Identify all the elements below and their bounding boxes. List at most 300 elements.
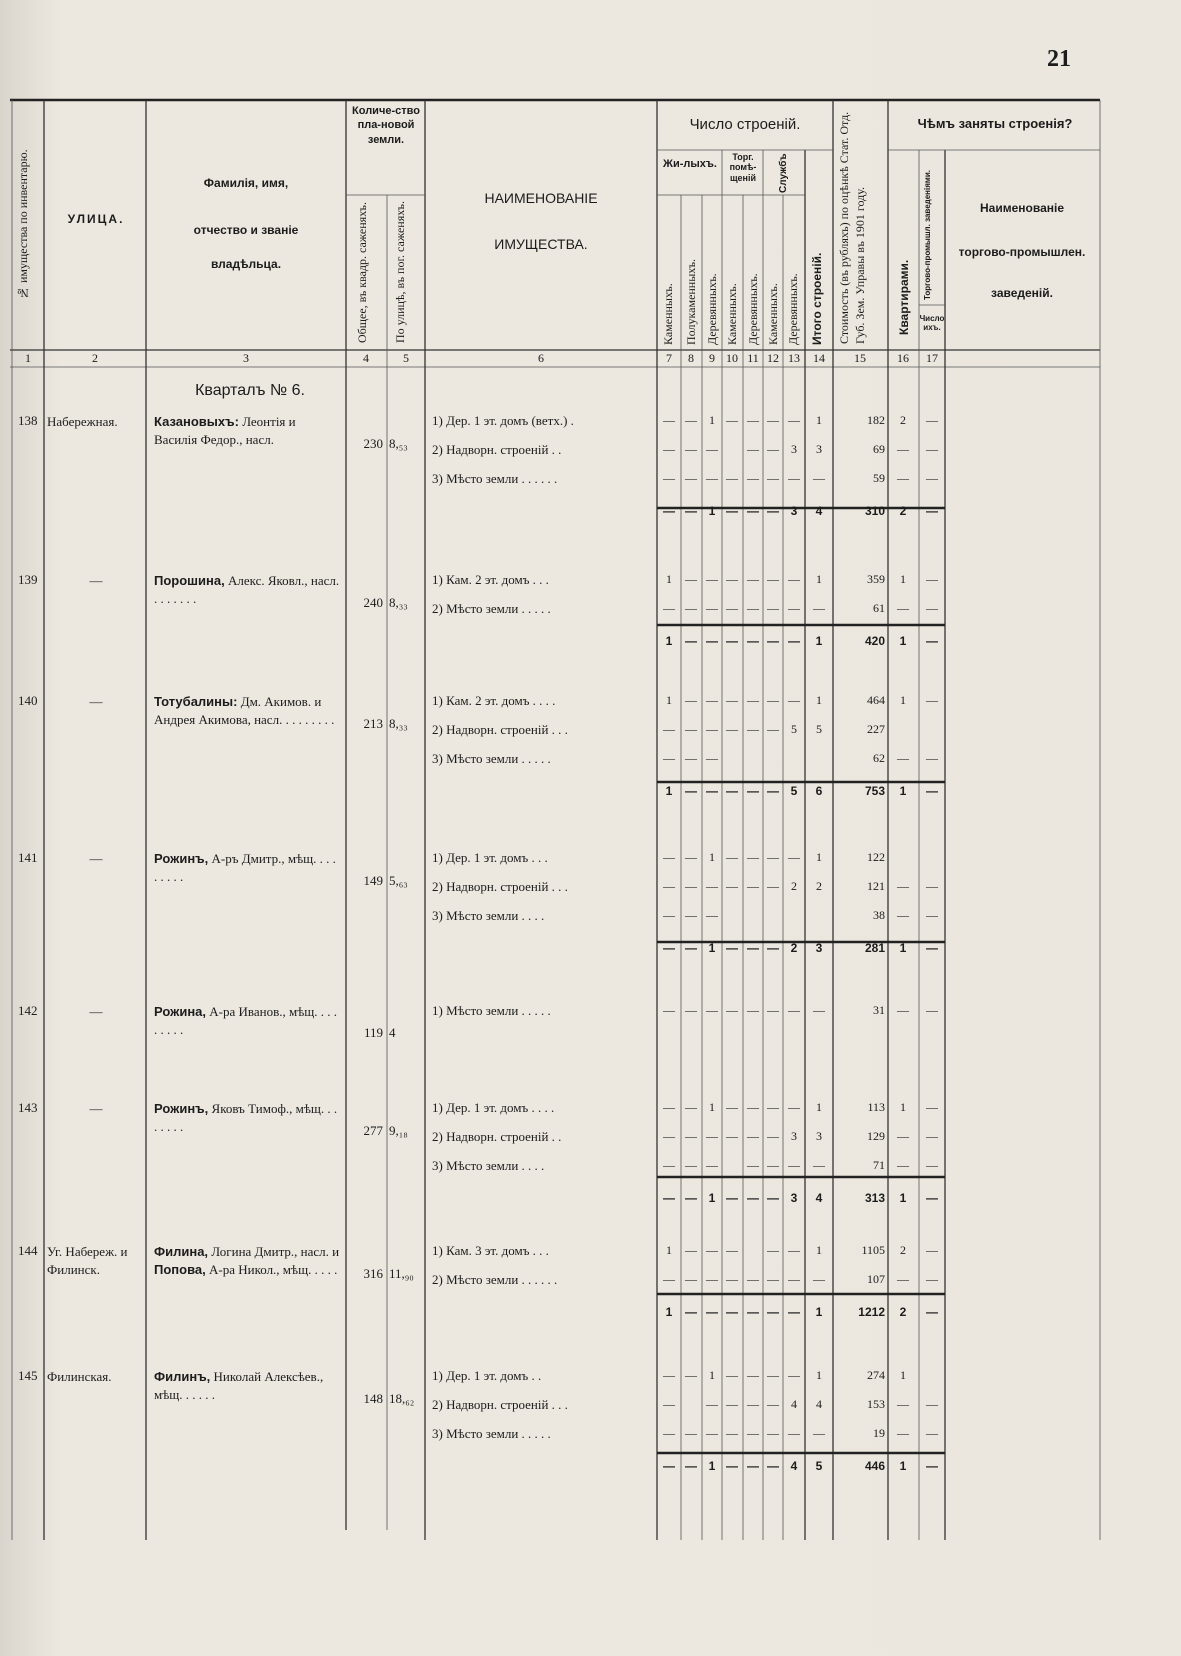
count-cell: — bbox=[788, 413, 800, 427]
count-cell: — bbox=[747, 1397, 759, 1411]
header-est-name-1: Наименованіе bbox=[980, 201, 1064, 215]
count-cell: 71 bbox=[873, 1158, 885, 1172]
column-number: 13 bbox=[788, 351, 800, 365]
count-cell: — bbox=[663, 879, 675, 893]
total-cell: 310 bbox=[864, 504, 885, 518]
header-col9: Деревянныхъ. bbox=[705, 273, 719, 345]
count-cell: — bbox=[663, 1158, 675, 1172]
count-cell: 129 bbox=[867, 1129, 885, 1143]
count-cell: — bbox=[685, 601, 697, 615]
count-cell: — bbox=[813, 471, 825, 485]
total-cell: — bbox=[767, 1305, 779, 1319]
count-cell: — bbox=[767, 1003, 779, 1017]
count-cell: — bbox=[685, 1243, 697, 1257]
entry-number: 142 bbox=[18, 1003, 38, 1018]
count-cell: 62 bbox=[873, 751, 885, 765]
total-cell: — bbox=[747, 1459, 759, 1473]
property-item: 3) Мѣсто земли . . . . bbox=[432, 1158, 545, 1173]
count-cell: — bbox=[897, 1129, 909, 1143]
total-cell: — bbox=[926, 1191, 938, 1205]
owner-name bbox=[154, 1243, 342, 1279]
land-area: 277 bbox=[363, 1123, 383, 1138]
count-cell: 153 bbox=[867, 1397, 885, 1411]
total-cell: — bbox=[663, 504, 675, 518]
total-cell: 6 bbox=[815, 784, 823, 798]
count-cell: — bbox=[663, 601, 675, 615]
co-owner-details: А-ра Никол., мѣщ. . . . . bbox=[205, 1262, 338, 1277]
count-cell: 3 bbox=[816, 1129, 822, 1143]
count-cell: 274 bbox=[867, 1368, 885, 1382]
total-cell: 4 bbox=[790, 1459, 798, 1473]
count-cell: — bbox=[706, 471, 718, 485]
count-cell: — bbox=[926, 1158, 938, 1172]
owner-details: Алекс. Яковл., насл. . . . . . . . bbox=[154, 573, 340, 606]
count-cell: — bbox=[747, 572, 759, 586]
street-name: — bbox=[89, 573, 103, 588]
count-cell: — bbox=[706, 1003, 718, 1017]
count-cell: — bbox=[788, 1158, 800, 1172]
total-cell: — bbox=[726, 634, 738, 648]
count-cell: 2 bbox=[791, 879, 797, 893]
count-cell: — bbox=[726, 850, 738, 864]
total-cell: 1212 bbox=[858, 1305, 885, 1319]
count-cell: — bbox=[726, 413, 738, 427]
count-cell: — bbox=[767, 1368, 779, 1382]
count-cell: 19 bbox=[873, 1426, 885, 1440]
total-cell: — bbox=[767, 941, 779, 955]
count-cell: — bbox=[685, 1129, 697, 1143]
total-cell: — bbox=[726, 784, 738, 798]
count-cell: — bbox=[897, 1397, 909, 1411]
property-item: 2) Надворн. строеній . . bbox=[432, 1129, 562, 1144]
count-cell: 182 bbox=[867, 413, 885, 427]
header-owner-1: Фамилія, имя, bbox=[203, 176, 289, 190]
owner-surname: Рожинъ, bbox=[154, 1101, 209, 1116]
count-cell: — bbox=[926, 1100, 938, 1114]
owner-name bbox=[154, 850, 342, 886]
count-cell: — bbox=[685, 1003, 697, 1017]
count-cell: 2 bbox=[816, 879, 822, 893]
total-cell: — bbox=[747, 941, 759, 955]
count-cell: 1 bbox=[816, 1368, 822, 1382]
count-cell: — bbox=[706, 751, 718, 765]
land-area: 119 bbox=[363, 1025, 383, 1040]
count-cell: — bbox=[813, 1003, 825, 1017]
count-cell: — bbox=[747, 442, 759, 456]
property-item: 3) Мѣсто земли . . . . . . bbox=[432, 471, 558, 486]
count-cell: 1 bbox=[900, 1100, 906, 1114]
total-cell: 4 bbox=[815, 504, 823, 518]
entry-number: 145 bbox=[18, 1368, 38, 1383]
count-cell: — bbox=[767, 722, 779, 736]
count-cell: — bbox=[747, 601, 759, 615]
street-name: Набережная. bbox=[47, 414, 118, 429]
count-cell: — bbox=[813, 601, 825, 615]
count-cell: — bbox=[685, 1272, 697, 1286]
count-cell: 464 bbox=[867, 693, 885, 707]
owner-details: А-ра Иванов., мѣщ. . . . . . . . . bbox=[154, 1004, 338, 1037]
total-cell: — bbox=[685, 1191, 697, 1205]
owner-surname: Рожинъ, bbox=[154, 851, 209, 866]
count-cell: — bbox=[726, 1129, 738, 1143]
count-cell: — bbox=[788, 471, 800, 485]
total-cell: 4 bbox=[815, 1191, 823, 1205]
column-number: 5 bbox=[403, 351, 409, 365]
count-cell: — bbox=[685, 572, 697, 586]
owner-surname: Рожина, bbox=[154, 1004, 207, 1019]
header-land: Количе-ство пла-новой земли. bbox=[352, 105, 420, 146]
header-service: Службъ bbox=[778, 153, 789, 193]
property-item: 1) Кам. 2 эт. домъ . . . bbox=[432, 572, 549, 587]
count-cell: 3 bbox=[816, 442, 822, 456]
count-cell: — bbox=[726, 722, 738, 736]
count-cell: — bbox=[685, 722, 697, 736]
total-cell: 1 bbox=[665, 784, 673, 798]
count-cell: — bbox=[663, 908, 675, 922]
header-col13: Деревянныхъ. bbox=[786, 273, 800, 345]
owner-details: А-ръ Дмитр., мѣщ. . . . . . . . . bbox=[154, 851, 336, 884]
header-total-buildings: Итого строеній. bbox=[810, 252, 824, 345]
count-cell: — bbox=[788, 850, 800, 864]
total-cell: 1 bbox=[665, 1305, 673, 1319]
property-item: 2) Надворн. строеній . . . bbox=[432, 722, 568, 737]
property-item: 2) Надворн. строеній . . bbox=[432, 442, 562, 457]
count-cell: 1 bbox=[816, 413, 822, 427]
count-cell: 69 bbox=[873, 442, 885, 456]
count-cell: — bbox=[726, 1397, 738, 1411]
count-cell: — bbox=[747, 1158, 759, 1172]
count-cell: — bbox=[926, 879, 938, 893]
count-cell: — bbox=[747, 1100, 759, 1114]
count-cell: 227 bbox=[867, 722, 885, 736]
street-name: — bbox=[89, 1101, 103, 1116]
count-cell: — bbox=[767, 471, 779, 485]
count-cell: — bbox=[685, 1158, 697, 1172]
count-cell: 359 bbox=[867, 572, 885, 586]
count-cell: — bbox=[706, 908, 718, 922]
count-cell: — bbox=[663, 850, 675, 864]
count-cell: — bbox=[685, 879, 697, 893]
total-cell: 420 bbox=[864, 634, 885, 648]
total-cell: 2 bbox=[790, 941, 798, 955]
count-cell: — bbox=[747, 471, 759, 485]
total-cell: — bbox=[685, 634, 697, 648]
total-cell: — bbox=[685, 1305, 697, 1319]
count-cell: — bbox=[685, 1100, 697, 1114]
header-living: Жи-лыхъ. bbox=[663, 158, 717, 170]
count-cell: — bbox=[685, 908, 697, 922]
column-number: 15 bbox=[854, 351, 866, 365]
land-area: 230 bbox=[363, 436, 383, 451]
column-number: 2 bbox=[92, 351, 98, 365]
count-cell: — bbox=[767, 442, 779, 456]
count-cell: — bbox=[767, 1243, 779, 1257]
total-cell: 1 bbox=[899, 1459, 907, 1473]
total-cell: 281 bbox=[864, 941, 885, 955]
count-cell: — bbox=[897, 1003, 909, 1017]
page-number: 21 bbox=[1047, 46, 1071, 72]
count-cell: — bbox=[767, 1158, 779, 1172]
column-number: 17 bbox=[926, 351, 938, 365]
street-frontage: 5,₆₃ bbox=[389, 873, 408, 888]
count-cell: 31 bbox=[873, 1003, 885, 1017]
count-cell: — bbox=[897, 908, 909, 922]
count-cell: — bbox=[926, 693, 938, 707]
street-frontage: 11,₉₀ bbox=[389, 1266, 414, 1281]
count-cell: — bbox=[706, 572, 718, 586]
owner-details: Дм. Акимов. и Андрея Акимова, насл. . . . . . . . . bbox=[154, 694, 335, 727]
count-cell: — bbox=[897, 1272, 909, 1286]
count-cell: — bbox=[926, 572, 938, 586]
count-cell: — bbox=[726, 1368, 738, 1382]
header-frontage: По улицѣ, въ пог. саженяхъ. bbox=[393, 201, 407, 344]
header-buildings: Число строеній. bbox=[689, 116, 801, 133]
count-cell: — bbox=[897, 879, 909, 893]
street-name: — bbox=[89, 1004, 103, 1019]
count-cell: — bbox=[663, 751, 675, 765]
owner-name bbox=[154, 413, 342, 449]
header-occupied: Чѣмъ заняты строенія? bbox=[917, 116, 1073, 131]
total-cell: — bbox=[726, 1459, 738, 1473]
count-cell: — bbox=[726, 1243, 738, 1257]
count-cell: — bbox=[788, 1272, 800, 1286]
land-area: 316 bbox=[363, 1266, 383, 1281]
entry-number: 140 bbox=[18, 693, 38, 708]
total-cell: 1 bbox=[708, 504, 716, 518]
count-cell: — bbox=[926, 1003, 938, 1017]
count-cell: — bbox=[788, 601, 800, 615]
owner-name bbox=[154, 1100, 342, 1136]
count-cell: 121 bbox=[867, 879, 885, 893]
street-name: Уг. Набереж. и Филинск. bbox=[47, 1244, 128, 1277]
property-item: 1) Кам. 3 эт. домъ . . . bbox=[432, 1243, 549, 1258]
count-cell: — bbox=[767, 1397, 779, 1411]
total-cell: — bbox=[663, 1191, 675, 1205]
count-cell: 107 bbox=[867, 1272, 885, 1286]
total-cell: — bbox=[926, 634, 938, 648]
property-item: 1) Дер. 1 эт. домъ . . bbox=[432, 1368, 542, 1383]
property-item: 1) Мѣсто земли . . . . . bbox=[432, 1003, 551, 1018]
header-est-name-2: торгово-промышлен. bbox=[958, 245, 1086, 259]
total-cell: — bbox=[706, 1305, 718, 1319]
total-cell: 1 bbox=[899, 784, 907, 798]
land-area: 240 bbox=[363, 595, 383, 610]
count-cell: — bbox=[813, 1272, 825, 1286]
street-name: — bbox=[89, 851, 103, 866]
total-cell: — bbox=[747, 504, 759, 518]
count-cell: — bbox=[897, 751, 909, 765]
total-cell: 1 bbox=[708, 1459, 716, 1473]
street-frontage: 8,₅₃ bbox=[389, 436, 408, 451]
total-cell: — bbox=[685, 1459, 697, 1473]
count-cell: — bbox=[897, 1426, 909, 1440]
total-cell: 1 bbox=[815, 634, 823, 648]
header-est-name-3: заведеній. bbox=[991, 286, 1053, 300]
total-cell: — bbox=[926, 1459, 938, 1473]
count-cell: — bbox=[726, 1272, 738, 1286]
total-cell: — bbox=[747, 634, 759, 648]
owner-surname: Филина, bbox=[154, 1244, 209, 1259]
total-cell: — bbox=[926, 1305, 938, 1319]
count-cell: — bbox=[747, 1368, 759, 1382]
land-area: 213 bbox=[363, 716, 383, 731]
count-cell: — bbox=[926, 471, 938, 485]
total-cell: — bbox=[747, 1191, 759, 1205]
count-cell: — bbox=[706, 1397, 718, 1411]
street-frontage: 18,₆₂ bbox=[389, 1391, 415, 1406]
owner-surname: Порошина, bbox=[154, 573, 225, 588]
count-cell: — bbox=[747, 1272, 759, 1286]
entry-number: 143 bbox=[18, 1100, 38, 1115]
count-cell: — bbox=[788, 693, 800, 707]
property-item: 3) Мѣсто земли . . . . . bbox=[432, 1426, 551, 1441]
count-cell: — bbox=[706, 1272, 718, 1286]
count-cell: — bbox=[926, 442, 938, 456]
count-cell: 3 bbox=[791, 442, 797, 456]
count-cell: — bbox=[767, 413, 779, 427]
count-cell: — bbox=[767, 1129, 779, 1143]
column-number: 12 bbox=[767, 351, 779, 365]
count-cell: — bbox=[767, 850, 779, 864]
column-number: 8 bbox=[688, 351, 694, 365]
total-cell: — bbox=[926, 784, 938, 798]
count-cell: — bbox=[813, 1158, 825, 1172]
count-cell: — bbox=[706, 442, 718, 456]
property-item: 3) Мѣсто земли . . . . bbox=[432, 908, 545, 923]
count-cell: — bbox=[706, 1243, 718, 1257]
count-cell: 1 bbox=[816, 572, 822, 586]
property-item: 1) Дер. 1 эт. домъ . . . bbox=[432, 850, 548, 865]
count-cell: — bbox=[706, 722, 718, 736]
column-number: 14 bbox=[813, 351, 825, 365]
header-col11: Деревянныхъ. bbox=[746, 273, 760, 345]
count-cell: — bbox=[685, 471, 697, 485]
count-cell: — bbox=[747, 722, 759, 736]
total-cell: — bbox=[767, 1459, 779, 1473]
entry-number: 141 bbox=[18, 850, 38, 865]
count-cell: 122 bbox=[867, 850, 885, 864]
count-cell: 1 bbox=[816, 1243, 822, 1257]
count-cell: — bbox=[767, 1100, 779, 1114]
header-col8: Полукаменныхъ. bbox=[684, 258, 698, 345]
header-inventory-no: № имущества по инвентарю. bbox=[16, 149, 30, 301]
count-cell: — bbox=[788, 572, 800, 586]
property-item: 2) Мѣсто земли . . . . . . bbox=[432, 1272, 558, 1287]
count-cell: 5 bbox=[791, 722, 797, 736]
total-cell: — bbox=[767, 1191, 779, 1205]
total-cell: — bbox=[767, 634, 779, 648]
total-cell: — bbox=[767, 784, 779, 798]
street-frontage: 8,₃₃ bbox=[389, 595, 408, 610]
column-number: 11 bbox=[747, 351, 759, 365]
total-cell: — bbox=[706, 634, 718, 648]
total-cell: — bbox=[767, 504, 779, 518]
total-cell: 5 bbox=[815, 1459, 823, 1473]
count-cell: 4 bbox=[816, 1397, 822, 1411]
count-cell: — bbox=[685, 442, 697, 456]
header-owner-3: владѣльца. bbox=[210, 257, 282, 271]
count-cell: — bbox=[926, 601, 938, 615]
total-cell: — bbox=[747, 1305, 759, 1319]
entry-number: 138 bbox=[18, 413, 38, 428]
count-cell: — bbox=[767, 1272, 779, 1286]
count-cell: — bbox=[663, 1397, 675, 1411]
count-cell: — bbox=[685, 1426, 697, 1440]
property-item: 3) Мѣсто земли . . . . . bbox=[432, 751, 551, 766]
count-cell: — bbox=[726, 572, 738, 586]
count-cell: — bbox=[813, 1426, 825, 1440]
count-cell: — bbox=[706, 601, 718, 615]
header-trade: Торг. помѣ-щеній bbox=[729, 152, 757, 183]
count-cell: 1 bbox=[666, 693, 672, 707]
count-cell: — bbox=[726, 879, 738, 893]
header-apartments: Квартирами. bbox=[897, 259, 911, 335]
total-cell: — bbox=[747, 784, 759, 798]
total-cell: — bbox=[726, 941, 738, 955]
count-cell: 1 bbox=[900, 572, 906, 586]
total-cell: — bbox=[685, 504, 697, 518]
property-item: 2) Надворн. строеній . . . bbox=[432, 1397, 568, 1412]
count-cell: — bbox=[663, 1100, 675, 1114]
count-cell: — bbox=[706, 1158, 718, 1172]
count-cell: — bbox=[788, 1426, 800, 1440]
count-cell: — bbox=[663, 471, 675, 485]
count-cell: — bbox=[685, 693, 697, 707]
count-cell: — bbox=[926, 413, 938, 427]
total-cell: 3 bbox=[790, 504, 798, 518]
count-cell: 1 bbox=[900, 693, 906, 707]
land-area: 148 bbox=[363, 1391, 383, 1406]
land-area: 149 bbox=[363, 873, 383, 888]
total-cell: 1 bbox=[708, 1191, 716, 1205]
total-cell: 3 bbox=[815, 941, 823, 955]
property-item: 2) Надворн. строеній . . . bbox=[432, 879, 568, 894]
count-cell: — bbox=[926, 751, 938, 765]
quarter-title: Кварталъ № 6. bbox=[195, 382, 305, 399]
total-cell: — bbox=[685, 784, 697, 798]
count-cell: — bbox=[663, 1129, 675, 1143]
count-cell: — bbox=[663, 1426, 675, 1440]
count-cell: 61 bbox=[873, 601, 885, 615]
count-cell: — bbox=[747, 850, 759, 864]
count-cell: — bbox=[788, 1243, 800, 1257]
column-number: 1 bbox=[25, 351, 31, 365]
count-cell: — bbox=[897, 471, 909, 485]
count-cell: 5 bbox=[816, 722, 822, 736]
count-cell: — bbox=[685, 413, 697, 427]
property-item: 1) Дер. 1 эт. домъ . . . . bbox=[432, 1100, 555, 1115]
owner-details: Логина Дмитр., насл. и bbox=[208, 1244, 340, 1259]
header-property-1: НАИМЕНОВАНІЕ bbox=[484, 190, 598, 206]
count-cell: — bbox=[926, 1426, 938, 1440]
owner-details: Яковъ Тимоф., мѣщ. . . . . . . . bbox=[154, 1101, 338, 1134]
count-cell: — bbox=[706, 879, 718, 893]
count-cell: 1 bbox=[900, 1368, 906, 1382]
count-cell: — bbox=[788, 1368, 800, 1382]
street-frontage: 9,₁₈ bbox=[389, 1123, 408, 1138]
street-frontage: 8,₃₃ bbox=[389, 716, 408, 731]
total-cell: 1 bbox=[899, 941, 907, 955]
header-property-2: ИМУЩЕСТВА. bbox=[494, 236, 588, 252]
column-number: 4 bbox=[363, 351, 369, 365]
count-cell: — bbox=[726, 693, 738, 707]
header-col7: Каменныхъ. bbox=[661, 283, 675, 345]
owner-name bbox=[154, 1003, 342, 1039]
owner-name bbox=[154, 572, 342, 608]
column-number: 16 bbox=[897, 351, 909, 365]
count-cell: 1 bbox=[709, 1368, 715, 1382]
property-item: 1) Кам. 2 эт. домъ . . . . bbox=[432, 693, 556, 708]
